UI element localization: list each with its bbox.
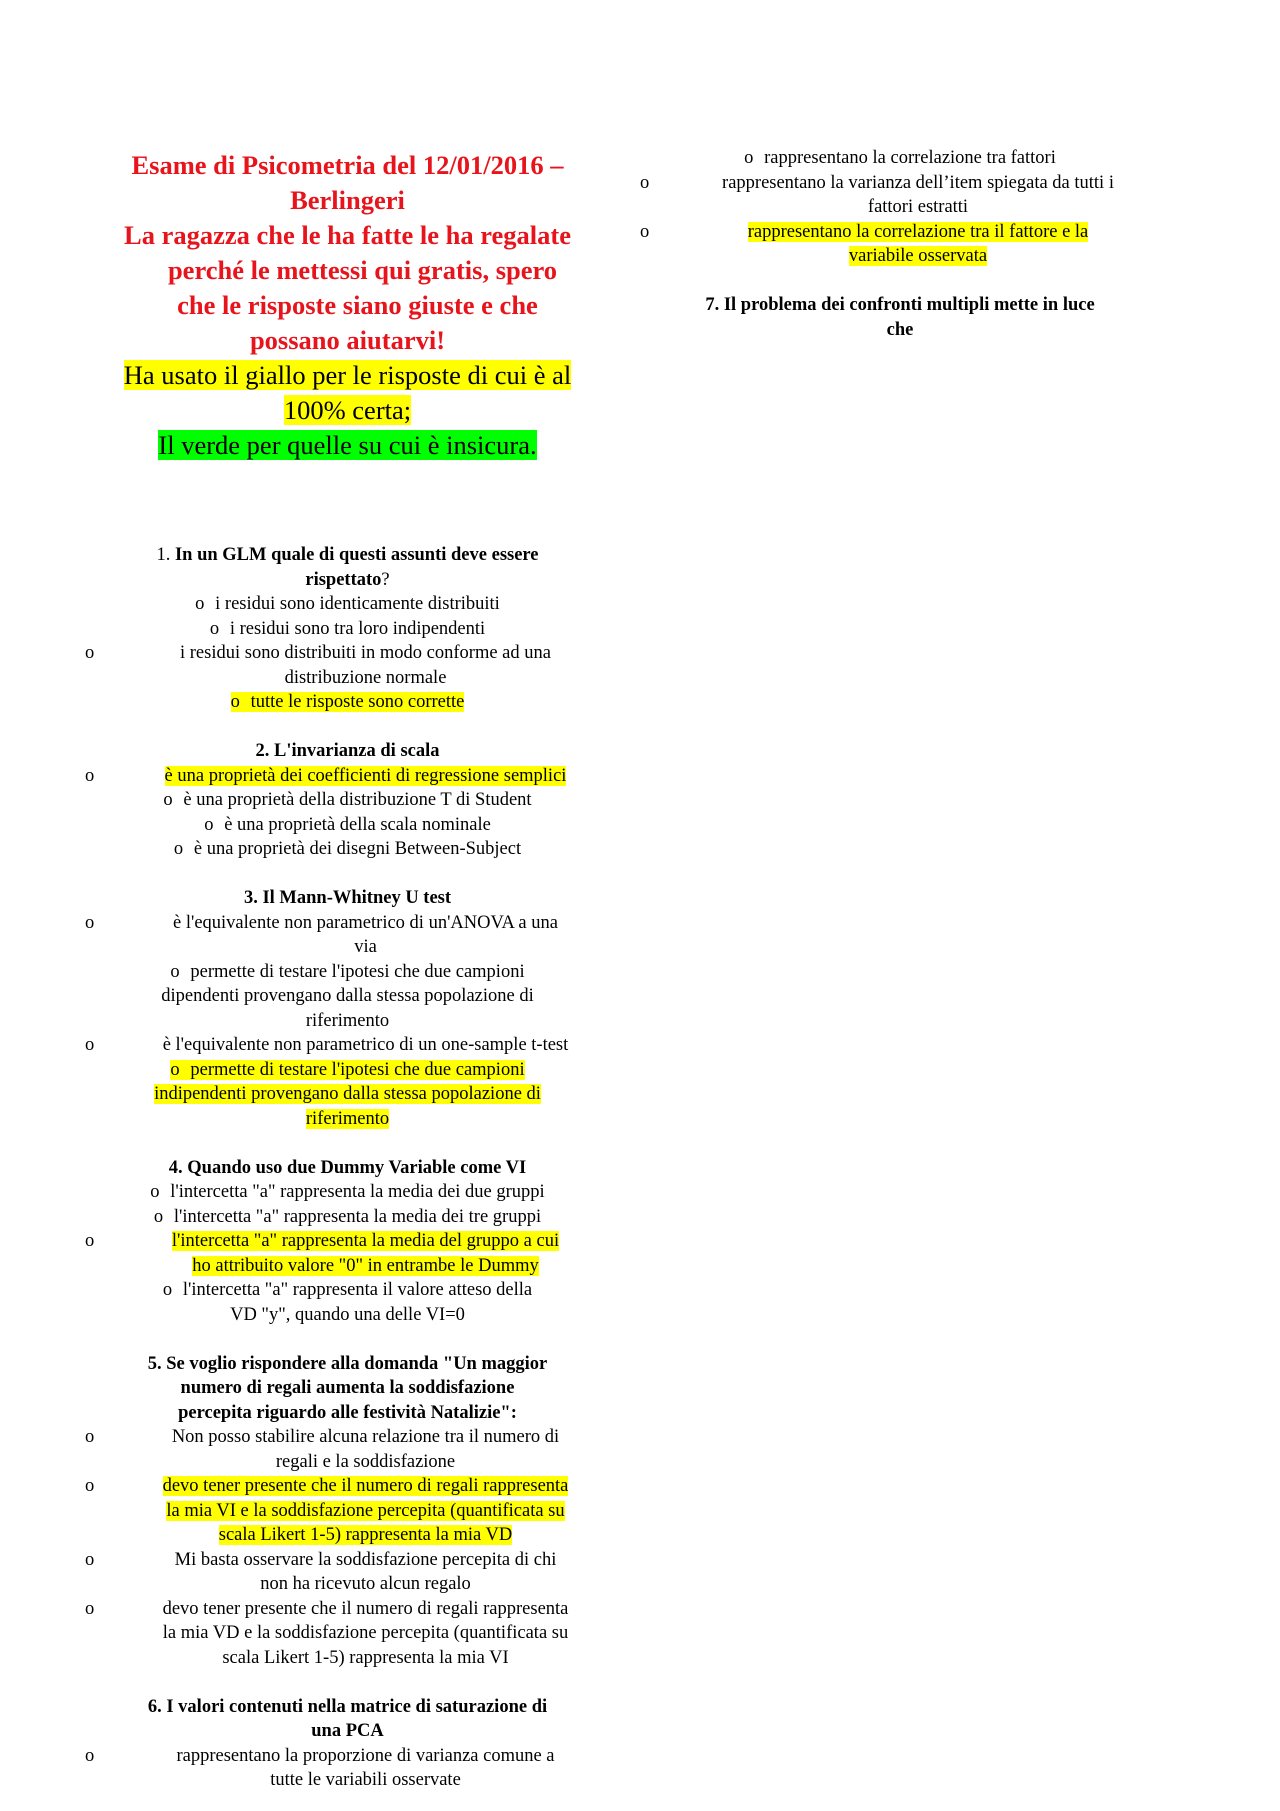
- bullet-icon: o: [173, 839, 184, 859]
- exam-title: Esame di Psicometria del 12/01/2016 – Berlingeri: [131, 150, 564, 215]
- answer-option-certain[interactable]: o devo tener presente che il numero di regali rappresenta la mia VI e la soddisfazione percepita (quantificata su scala Likert 1-5) rappresenta la mia VD: [85, 1476, 569, 1545]
- question-title: 7. Il problema dei confronti multipli mette in luce che: [705, 295, 1095, 340]
- bullet-icon: o: [204, 814, 214, 835]
- answer-option-certain[interactable]: o l'intercetta "a" rappresenta la media del gruppo a cui ho attribuito valore "0" in entrambe le Dummy: [85, 1231, 560, 1276]
- question-4: [85, 1156, 610, 1328]
- answer-option[interactable]: o rappresentano la proporzione di varianza comune a tutte le variabili osservate: [85, 1745, 555, 1790]
- answer-option[interactable]: o Non posso stabilire alcuna relazione tra il numero di regali e la soddisfazione: [85, 1427, 560, 1472]
- bullet-icon: o: [85, 1598, 95, 1619]
- bullet-icon: o: [640, 172, 650, 193]
- bullet-icon: o: [85, 643, 95, 663]
- answer-option[interactable]: o permette di testare l'ipotesi che due campioni dipendenti provengano dalla stessa popolazione di riferimento: [161, 961, 534, 1031]
- question-title: 5. Se voglio rispondere alla domanda "Un maggior numero di regali aumenta la soddisfazione percepita riguardo alle festività Natalizie":: [147, 1353, 548, 1423]
- bullet-icon: o: [153, 1206, 164, 1227]
- bullet-icon: o: [150, 1182, 160, 1202]
- answer-option[interactable]: o è l'equivalente non parametrico di un one-sample t-test: [85, 1033, 610, 1058]
- answer-option[interactable]: o i residui sono identicamente distribuiti: [85, 592, 610, 617]
- bullet-icon: o: [209, 618, 220, 639]
- bullet-icon: o: [170, 961, 180, 982]
- answer-option-certain[interactable]: o permette di testare l'ipotesi che due campioni indipendenti provengano dalla stessa popolazione di riferimento: [154, 1059, 541, 1129]
- question-title: 4. Quando uso due Dummy Variable come VI: [168, 1157, 527, 1178]
- answer-option[interactable]: o devo tener presente che il numero di regali rappresenta la mia VD e la soddisfazione percepita (quantificata su scala Likert 1-5) rappresenta la mia VI: [85, 1598, 569, 1668]
- question-2: [85, 739, 610, 862]
- answer-option[interactable]: o l'intercetta "a" rappresenta la media dei tre gruppi: [85, 1205, 610, 1230]
- bullet-icon: o: [163, 790, 173, 810]
- bullet-icon: o: [230, 692, 240, 712]
- bullet-icon: o: [170, 1059, 180, 1080]
- answer-option[interactable]: o è l'equivalente non parametrico di un'ANOVA a una via: [85, 912, 558, 957]
- exam-subtitle: La ragazza che le ha fatte le ha regalate perché le mettessi qui gratis, spero che le risposte siano giuste e che possano aiutarvi!: [124, 220, 571, 355]
- right-column: [640, 146, 1160, 342]
- bullet-icon: o: [640, 221, 650, 242]
- bullet-icon: o: [85, 1231, 95, 1251]
- bullet-icon: o: [195, 594, 205, 614]
- green-legend-note: Il verde per quelle su cui è insicura.: [158, 430, 537, 460]
- question-title: 1. In un GLM quale di questi assunti deve essere rispettato?: [156, 545, 539, 590]
- answer-option[interactable]: o i residui sono distribuiti in modo conforme ad una distribuzione normale: [85, 643, 551, 688]
- bullet-icon: o: [85, 1549, 95, 1570]
- left-column: [85, 148, 610, 1793]
- answer-option[interactable]: o rappresentano la varianza dell’item spiegata da tutti i fattori estratti: [640, 172, 1114, 217]
- bullet-icon: o: [85, 1427, 95, 1447]
- question-title: 2. L'invarianza di scala: [255, 741, 440, 761]
- answer-option-certain[interactable]: o tutte le risposte sono corrette: [85, 690, 610, 715]
- bullet-icon: o: [85, 1476, 95, 1496]
- question-title: 3. Il Mann-Whitney U test: [243, 888, 452, 908]
- bullet-icon: o: [744, 148, 754, 168]
- question-1: [85, 543, 610, 715]
- question-6: [85, 1695, 610, 1793]
- answer-option[interactable]: o è una proprietà dei disegni Between-Subject: [85, 837, 610, 862]
- answer-option[interactable]: o rappresentano la correlazione tra fattori: [640, 146, 1160, 171]
- answer-option[interactable]: o Mi basta osservare la soddisfazione percepita di chi non ha ricevuto alcun regalo: [85, 1549, 557, 1594]
- answer-option[interactable]: o l'intercetta "a" rappresenta il valore atteso della VD "y", quando una delle VI=0: [162, 1280, 533, 1325]
- bullet-icon: o: [85, 1745, 95, 1766]
- bullet-icon: o: [85, 912, 95, 933]
- question-6-continued: [640, 146, 1160, 269]
- bullet-icon: o: [85, 765, 95, 786]
- answer-option[interactable]: o è una proprietà della scala nominale: [85, 813, 610, 838]
- question-5: [85, 1352, 610, 1671]
- question-7: [640, 293, 1160, 342]
- answer-option[interactable]: o è una proprietà della distribuzione T di Student: [85, 788, 610, 813]
- answer-option[interactable]: o l'intercetta "a" rappresenta la media dei due gruppi: [85, 1180, 610, 1205]
- answer-option-certain[interactable]: o è una proprietà dei coefficienti di regressione semplici: [85, 764, 610, 789]
- question-3: [85, 886, 610, 1131]
- yellow-legend-note: Ha usato il giallo per le risposte di cui è al 100% certa;: [123, 360, 572, 425]
- bullet-icon: o: [85, 1035, 95, 1055]
- question-title: 6. I valori contenuti nella matrice di saturazione di una PCA: [147, 1696, 548, 1741]
- bullet-icon: o: [162, 1280, 173, 1300]
- answer-option[interactable]: o i residui sono tra loro indipendenti: [85, 617, 610, 642]
- answer-option-certain[interactable]: o rappresentano la correlazione tra il fattore e la variabile osservata: [640, 221, 1089, 266]
